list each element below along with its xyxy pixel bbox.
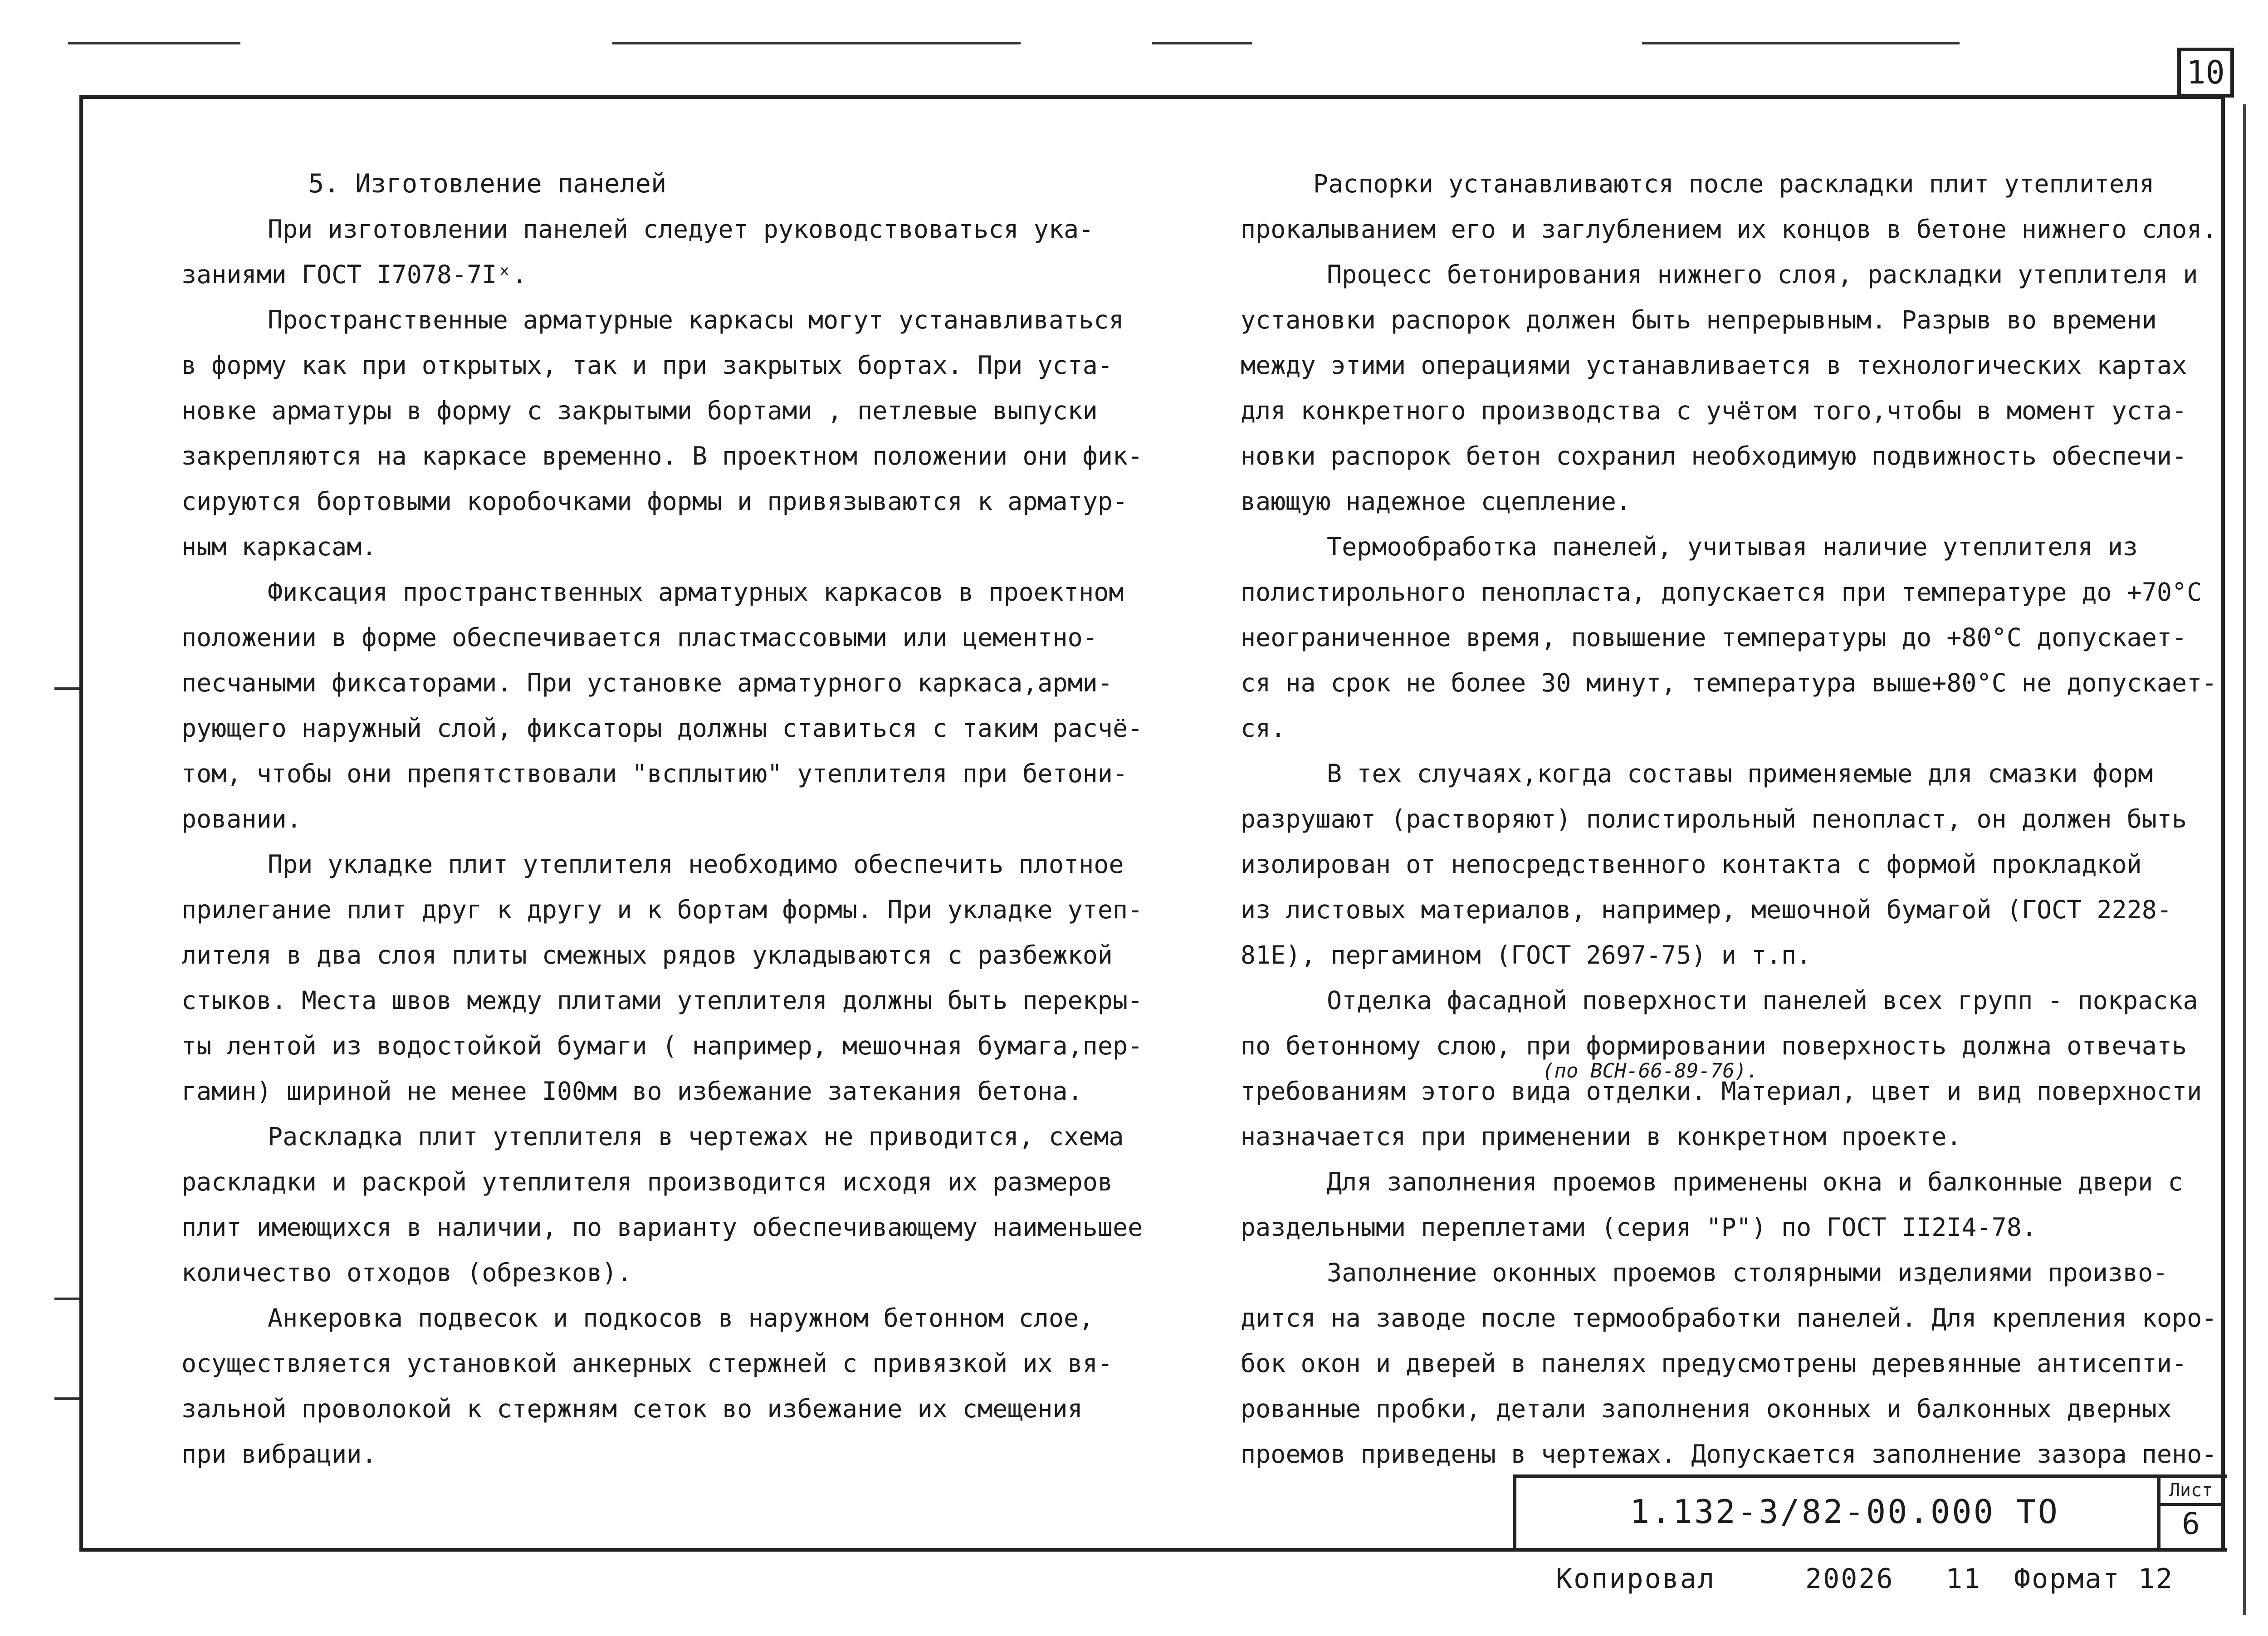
top-dash-2 [612, 42, 1021, 44]
title-block [1513, 1474, 2227, 1552]
sheet-value: 6 [2182, 1506, 2200, 1541]
text-line: стыков. Места швов между плитами утеплителя должны быть перекры- [181, 986, 1143, 1015]
text-line: При изготовлении панелей следует руководствоваться ука- [268, 215, 1094, 244]
text-line: требованиям этого вида отделки. Материал, цвет и вид поверхности [1241, 1077, 2202, 1106]
text-line: Отделка фасадной поверхности панелей всех групп - покраска [1327, 986, 2198, 1015]
text-line: Для заполнения проемов применены окна и балконные двери с [1327, 1167, 2183, 1196]
top-dash-4 [1642, 42, 1960, 44]
text-line: раздельными переплетами (серия "Р") по ГОСТ II2I4-78. [1241, 1213, 2037, 1242]
text-line: осуществляется установкой анкерных стержней с привязкой их вя- [181, 1349, 1113, 1378]
text-line: вающую надежное сцепление. [1241, 487, 1631, 516]
text-line: прокалыванием его и заглублением их концов в бетоне нижнего слоя. [1241, 215, 2217, 244]
sheet-cell [2157, 1474, 2225, 1552]
text-line: новки распорок бетон сохранил необходимую подвижность обеспечи- [1241, 441, 2187, 470]
text-line: Процесс бетонирования нижнего слоя, раскладки утеплителя и [1327, 260, 2198, 289]
text-line: из листовых материалов, например, мешочной бумагой (ГОСТ 2228- [1241, 895, 2172, 924]
corner-sheet-number-text: 10 [2186, 54, 2225, 91]
text-line: при вибрации. [181, 1440, 377, 1469]
text-line: закрепляются на каркасе временно. В проектном положении они фик- [181, 441, 1143, 470]
text-line: Термообработка панелей, учитывая наличие утеплителя из [1327, 532, 2138, 561]
text-line: Фиксация пространственных арматурных каркасов в проектном [268, 578, 1124, 607]
top-dash-1 [68, 42, 240, 44]
right-margin-rule [2243, 104, 2246, 1615]
text-line: Распорки устанавливаются после раскладки плит утеплителя [1313, 169, 2155, 198]
text-line: заниями ГОСТ I7078-7Iˣ. [181, 260, 527, 289]
footer-format-label: Формат 12 [2014, 1563, 2174, 1595]
text-line: проемов приведены в чертежах. Допускается заполнение зазора пено- [1241, 1440, 2217, 1469]
text-line: количество отходов (обрезков). [181, 1258, 632, 1287]
text-line: сируются бортовыми коробочками формы и привязываются к арматур- [181, 487, 1128, 516]
left-margin-tick [54, 1298, 79, 1300]
text-line: 81Е), пергамином (ГОСТ 2697-75) и т.п. [1241, 940, 1812, 970]
text-line: Анкеровка подвесок и подкосов в наружном бетонном слое, [268, 1303, 1094, 1332]
text-line: ровании. [181, 804, 302, 833]
text-line: по бетонному слою, при формировании поверхность должна отвечать [1241, 1031, 2187, 1060]
text-line: положении в форме обеспечивается пластмассовыми или цементно- [181, 623, 1098, 652]
text-line: Раскладка плит утеплителя в чертежах не приводится, схема [268, 1122, 1124, 1151]
text-line: Заполнение оконных проемов столярными изделиями произво- [1327, 1258, 2168, 1287]
text-line: В тех случаях,когда составы применяемые для смазки форм [1327, 759, 2153, 788]
text-line: неограниченное время, повышение температуры до +80°С допускает- [1241, 623, 2187, 652]
text-line: песчаными фиксаторами. При установке арматурного каркаса,арми- [181, 668, 1113, 697]
text-line: установки распорок должен быть непрерывным. Разрыв во времени [1241, 305, 2157, 334]
footer-copied-label: Копировал [1556, 1563, 1716, 1595]
text-line: ся. [1241, 714, 1286, 743]
text-line: для конкретного производства с учётом того,чтобы в момент уста- [1241, 396, 2187, 425]
text-line: гамин) шириной не менее I00мм во избежание затекания бетона. [181, 1077, 1083, 1106]
corner-sheet-number [2177, 48, 2234, 98]
left-column [181, 161, 1143, 1477]
document-code: 1.132-3/82-00.000 ТО [1630, 1493, 2059, 1531]
text-line: ты лентой из водостойкой бумаги ( например, мешочная бумага,пер- [181, 1031, 1143, 1060]
text-line: лителя в два слоя плиты смежных рядов укладываются с разбежкой [181, 940, 1113, 970]
text-line: разрушают (растворяют) полистирольный пенопласт, он должен быть [1241, 804, 2187, 833]
text-line: том, чтобы они препятствовали "всплытию" утеплителя при бетони- [181, 759, 1128, 788]
text-line: в форму как при открытых, так и при закрытых бортах. При уста- [181, 351, 1113, 380]
text-line: ся на срок не более 30 минут, температура выше+80°С не допускает- [1241, 668, 2217, 697]
text-line: дится на заводе после термообработки панелей. Для крепления коро- [1241, 1303, 2217, 1332]
text-line: Пространственные арматурные каркасы могут устанавливаться [268, 305, 1124, 334]
text-line: бок окон и дверей в панелях предусмотрены деревянные антисепти- [1241, 1349, 2187, 1378]
text-line: ным каркасам. [181, 532, 377, 561]
sheet-label: Лист [2160, 1478, 2221, 1506]
text-line: рованные пробки, детали заполнения оконных и балконных дверных [1241, 1394, 2172, 1423]
text-line: зальной проволокой к стержням сеток во избежание их смещения [181, 1394, 1083, 1423]
text-line: При укладке плит утеплителя необходимо обеспечить плотное [268, 850, 1124, 879]
text-line: изолирован от непосредственного контакта с формой прокладкой [1241, 850, 2142, 879]
footer-extra-mark: 11 [1946, 1563, 1982, 1595]
text-line: прилегание плит друг к другу и к бортам формы. При укладке утеп- [181, 895, 1143, 924]
text-line: назначается при применении в конкретном проекте. [1241, 1122, 1962, 1151]
text-line: новке арматуры в форму с закрытыми бортами , петлевые выпуски [181, 396, 1098, 425]
section-heading: 5. Изготовление панелей [308, 169, 667, 199]
text-line: полистирольного пенопласта, допускается при температуре до +70°С [1241, 578, 2202, 607]
text-line: между этими операциями устанавливается в технологических картах [1241, 351, 2187, 380]
text-line: плит имеющихся в наличии, по варианту обеспечивающему наименьшее [181, 1213, 1143, 1242]
right-column [1241, 161, 2217, 1477]
top-dash-3 [1152, 42, 1252, 44]
left-margin-tick [54, 1397, 79, 1400]
handwritten-note: (по ВСН-66-89-76). [1542, 1059, 1759, 1083]
left-margin-tick [54, 687, 79, 690]
footer-order-number: 20026 [1805, 1563, 1894, 1595]
text-line: раскладки и раскрой утеплителя производится исходя их размеров [181, 1167, 1113, 1196]
text-line: рующего наружный слой, фиксаторы должны ставиться с таким расчё- [181, 714, 1143, 743]
